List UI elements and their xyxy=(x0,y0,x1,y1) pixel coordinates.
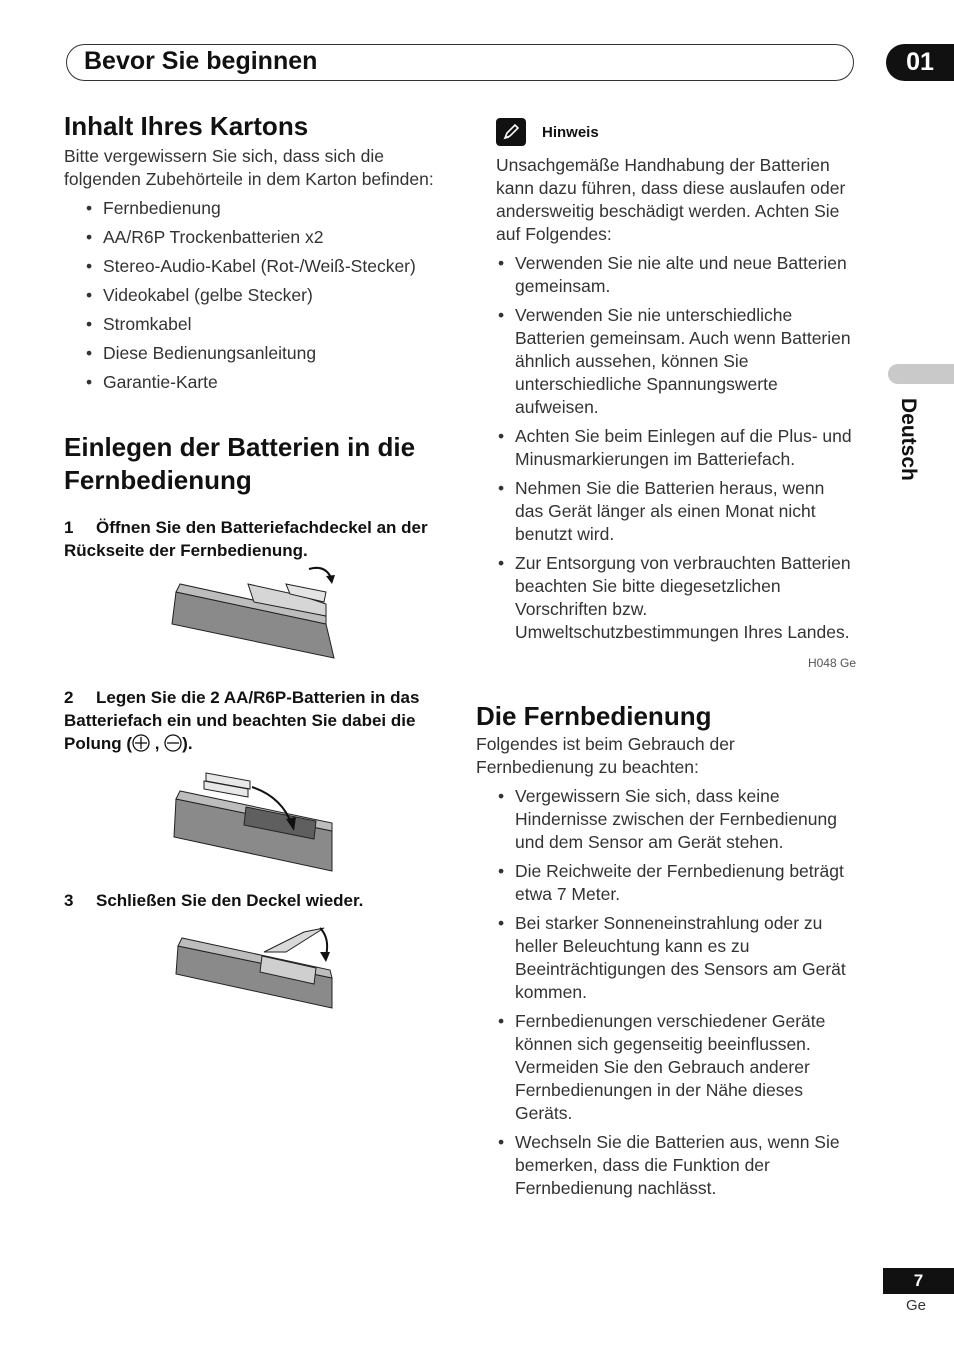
list-item: • Fernbedienung xyxy=(103,197,440,220)
list-item: • Stromkabel xyxy=(103,313,440,336)
remote-insert-batteries-illustration xyxy=(64,767,440,877)
minus-circle-icon xyxy=(164,734,182,752)
pencil-icon xyxy=(496,118,526,146)
language-label: Deutsch xyxy=(897,398,920,481)
list-item: • AA/R6P Trockenbatterien x2 xyxy=(103,226,440,249)
step-number: 1 xyxy=(64,518,74,537)
remote-open-cover-illustration xyxy=(64,562,440,662)
step-text: Schließen Sie den Deckel wieder. xyxy=(96,891,364,910)
note-code: H048 Ge xyxy=(807,656,856,670)
remote-intro: Folgendes ist beim Gebrauch der Fernbedienung zu beachten: xyxy=(476,734,735,777)
language-tab xyxy=(888,364,954,384)
contents-list xyxy=(103,197,440,394)
note-title: Hinweis xyxy=(542,123,599,141)
remote-title: Die Fernbedienung xyxy=(476,701,712,731)
step-text-separator: , xyxy=(149,734,160,753)
step-text: Öffnen Sie den Batteriefachdeckel an der Rückseite der Fernbedienung. xyxy=(64,518,428,560)
step-2 xyxy=(64,686,440,755)
note-header xyxy=(476,118,856,146)
list-item: • Fernbedienungen verschiedener Geräte können sich gegenseitig beeinflussen. Vermeiden Sie den Gebrauch anderer Fernbedienungen in der Nähe dieses Geräts. xyxy=(515,1010,856,1125)
list-item: • Diese Bedienungsanleitung xyxy=(103,342,440,365)
list-item: • Nehmen Sie die Batterien heraus, wenn das Gerät länger als einen Monat nicht benutzt wird. xyxy=(515,477,856,546)
list-item: • Verwenden Sie nie unterschiedliche Batterien gemeinsam. Auch wenn Batterien ähnlich aussehen, können Sie unterschiedliche Spannungswerte aufweisen. xyxy=(515,304,856,419)
step-number: 2 xyxy=(64,688,74,707)
remote-close-cover-illustration xyxy=(64,922,440,1012)
left-column xyxy=(64,110,440,1012)
list-item: • Achten Sie beim Einlegen auf die Plus- und Minusmarkierungen im Batteriefach. xyxy=(515,425,856,471)
list-item: • Garantie-Karte xyxy=(103,371,440,394)
step-1 xyxy=(64,516,440,562)
list-item: • Die Reichweite der Fernbedienung beträgt etwa 7 Meter. xyxy=(515,860,856,906)
list-item: • Stereo-Audio-Kabel (Rot-/Weiß-Stecker) xyxy=(103,255,440,278)
section-title: Bevor Sie beginnen xyxy=(84,47,318,75)
list-item: • Wechseln Sie die Batterien aus, wenn Sie bemerken, dass die Funktion der Fernbedienung nachlässt. xyxy=(515,1131,856,1200)
step-number: 3 xyxy=(64,891,74,910)
remote-list xyxy=(515,785,856,1200)
note-list xyxy=(515,252,856,644)
list-item: • Videokabel (gelbe Stecker) xyxy=(103,284,440,307)
step-3 xyxy=(64,889,440,912)
contents-title: Inhalt Ihres Kartons xyxy=(64,111,309,141)
step-text: Legen Sie die 2 AA/R6P-Batterien in das Batteriefach ein und beachten Sie dabei die Polung ( xyxy=(64,688,420,753)
right-column xyxy=(476,118,856,1200)
list-item: • Bei starker Sonneneinstrahlung oder zu heller Beleuchtung kann es zu Beeinträchtigungen des Sensors am Gerät kommen. xyxy=(515,912,856,1004)
list-item: • Vergewissern Sie sich, dass keine Hindernisse zwischen der Fernbedienung und dem Sensor am Gerät stehen. xyxy=(515,785,856,854)
batteries-title: Einlegen der Batterien in die Fernbedienung xyxy=(64,432,416,495)
contents-intro: Bitte vergewissern Sie sich, dass sich die folgenden Zubehörteile in dem Karton befinden: xyxy=(64,146,434,189)
chapter-badge: 01 xyxy=(886,44,954,81)
step-text-end: ). xyxy=(182,734,193,753)
page-number: 7 xyxy=(883,1268,954,1294)
page-language-code: Ge xyxy=(906,1297,927,1314)
note-intro: Unsachgemäße Handhabung der Batterien kann dazu führen, dass diese auslaufen oder andersweitig beschädigt werden. Achten Sie auf Folgendes: xyxy=(496,155,846,244)
plus-circle-icon xyxy=(132,734,150,752)
list-item: • Verwenden Sie nie alte und neue Batterien gemeinsam. xyxy=(515,252,856,298)
list-item: • Zur Entsorgung von verbrauchten Batterien beachten Sie bitte diegesetzlichen Vorschriften bzw. Umweltschutzbestimmungen Ihres Landes. xyxy=(515,552,856,644)
